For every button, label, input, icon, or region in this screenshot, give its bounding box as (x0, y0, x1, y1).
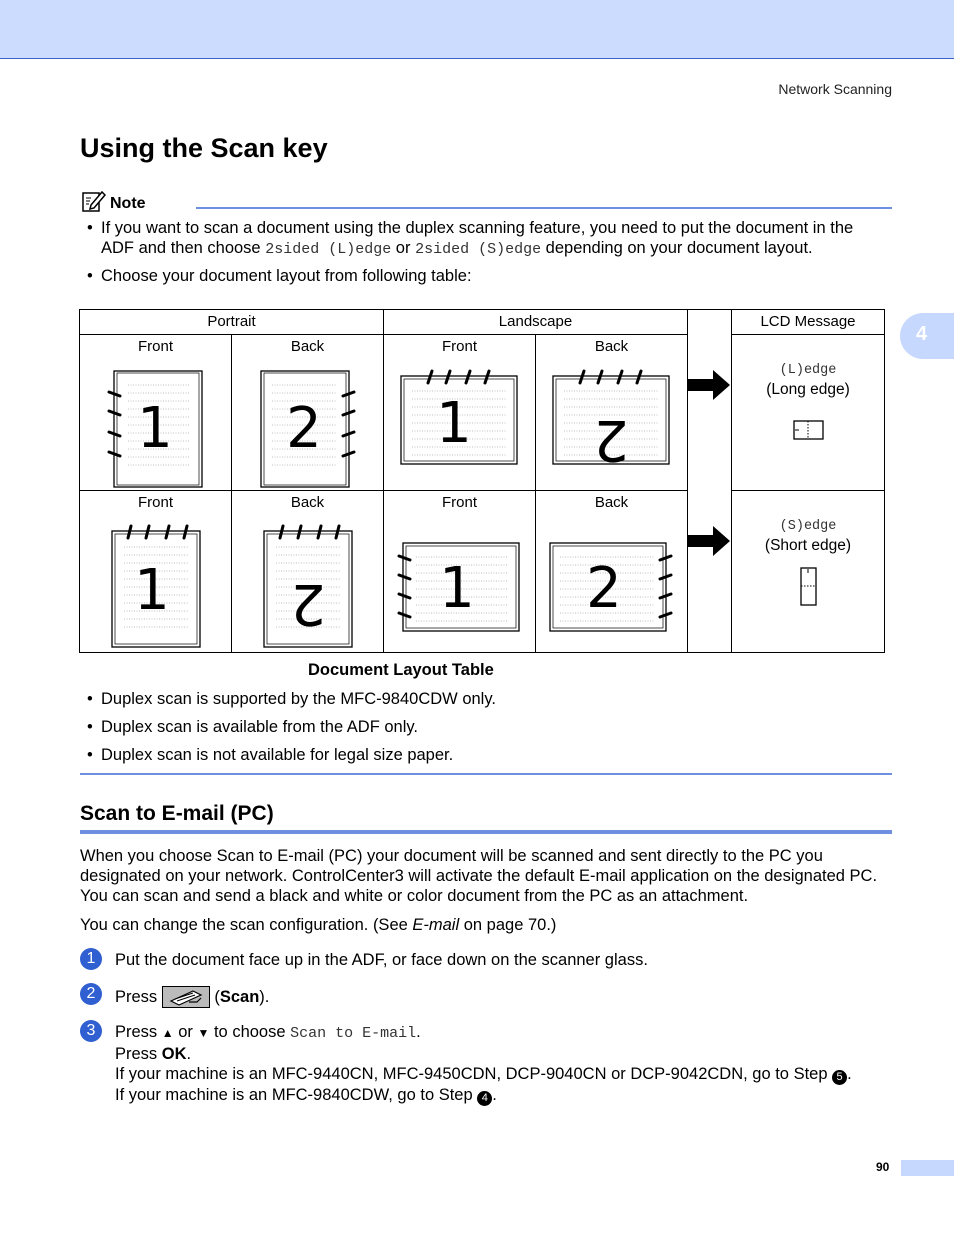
portrait-front-long: Front 1 (80, 335, 232, 491)
svg-text:2: 2 (290, 571, 326, 636)
step-ref-5[interactable]: 5 (832, 1070, 847, 1085)
down-arrow-icon: ▼ (197, 1026, 210, 1040)
config-paragraph: You can change the scan configuration. (See E-mail on page 70.) (80, 916, 557, 934)
lcd-long-edge: (L)edge (Long edge) (732, 335, 885, 491)
page-portrait-back-top-binding (232, 515, 383, 650)
portrait-back-short: Back 2 (232, 491, 384, 653)
section-title: Scan to E-mail (PC) (80, 802, 274, 825)
svg-text:1: 1 (436, 391, 472, 456)
svg-text:1: 1 (439, 556, 475, 621)
intro-paragraph: When you choose Scan to E-mail (PC) your document will be scanned and sent directly to the PC you designated on your network. ControlCenter3 will activate the default E-mail application on the designated PC. You can scan and send a black and white or color document from the PC as an attachment. (80, 847, 878, 905)
step-ref-4[interactable]: 4 (477, 1091, 492, 1106)
arrow-right-icon (687, 369, 731, 401)
page-number-bar (901, 1160, 954, 1176)
up-arrow-icon: ▲ (161, 1026, 174, 1040)
page-number: 90 (876, 1160, 890, 1174)
short-edge-icon (800, 567, 818, 607)
note-end-rule (80, 773, 892, 775)
page-landscape-back-right-binding (536, 515, 687, 650)
svg-text:2: 2 (586, 556, 622, 621)
table-caption: Document Layout Table (308, 661, 494, 679)
svg-text:2: 2 (286, 396, 322, 461)
lcd-header: LCD Message (732, 310, 885, 335)
page-title: Using the Scan key (80, 133, 328, 163)
chapter-tab: 4 (900, 313, 954, 359)
section-rule (80, 830, 892, 834)
landscape-back-long: Back 2 (536, 335, 688, 491)
scanner-icon (163, 987, 209, 1007)
lcd-short-edge: (S)edge (Short edge) (732, 491, 885, 653)
step-number: 1 (80, 948, 102, 970)
running-header: Network Scanning (778, 81, 892, 97)
note-label: Note (110, 195, 146, 212)
svg-text:1: 1 (134, 558, 170, 623)
note-pencil-icon (82, 190, 106, 212)
svg-text:2: 2 (593, 407, 629, 472)
page-portrait-front-left-binding (80, 359, 231, 489)
note-header (80, 190, 892, 214)
arrow-right-icon (687, 525, 731, 557)
document-layout-table (79, 309, 885, 653)
page-portrait-front-top-binding (80, 515, 231, 650)
portrait-header: Portrait (80, 310, 384, 335)
scan-key-button[interactable] (162, 986, 210, 1008)
landscape-front-short: Front 1 (384, 491, 536, 653)
note-rule (196, 207, 892, 209)
page-landscape-front-top-binding (384, 359, 535, 489)
landscape-back-short: Back 2 (536, 491, 688, 653)
page-portrait-back-right-binding (232, 359, 383, 489)
long-edge-icon (793, 420, 825, 440)
portrait-back-long: Back 2 (232, 335, 384, 491)
landscape-header: Landscape (384, 310, 688, 335)
step-number: 3 (80, 1020, 102, 1042)
step-number: 2 (80, 983, 102, 1005)
top-band (0, 0, 954, 59)
landscape-front-long: Front 1 (384, 335, 536, 491)
arrow-column (688, 310, 732, 653)
page-landscape-front-left-binding (384, 515, 535, 650)
email-link[interactable]: E-mail (412, 916, 460, 934)
portrait-front-short: Front 1 (80, 491, 232, 653)
svg-text:1: 1 (137, 396, 173, 461)
page-landscape-back-top-binding (536, 359, 687, 489)
